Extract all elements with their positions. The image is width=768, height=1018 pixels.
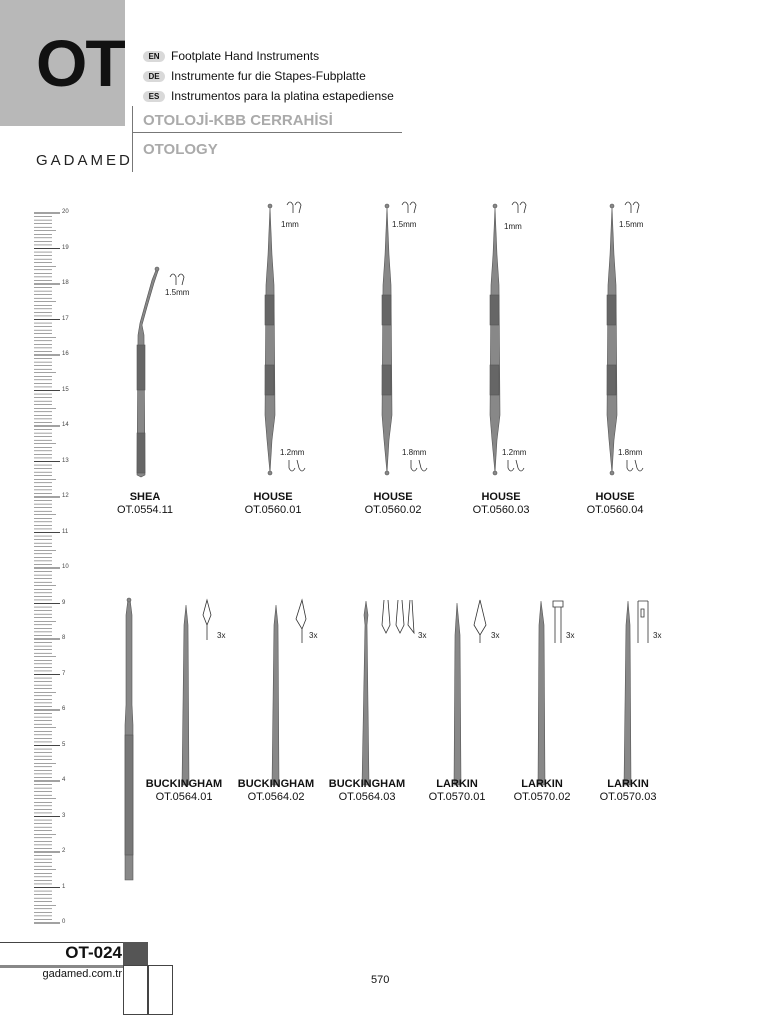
- ruler-label: 2: [62, 848, 66, 854]
- shea-instrument: [137, 267, 159, 477]
- ruler-label: 16: [62, 351, 69, 357]
- category-title-en: OTOLOGY: [143, 141, 218, 158]
- instrument-label: [456, 491, 546, 517]
- lang-tag-en: EN: [143, 51, 165, 62]
- tip-magnified-icon: [638, 601, 648, 643]
- magnification-label: 3x: [653, 631, 662, 640]
- buckingham-instrument-1: [182, 605, 189, 785]
- tip-magnified-icon: [474, 600, 486, 643]
- ruler-label: 11: [62, 528, 69, 535]
- instrument-label: [412, 778, 502, 804]
- tip-detail-icon: [512, 202, 526, 213]
- instrument-label: [139, 778, 229, 804]
- instrument-name: HOUSE: [253, 491, 293, 503]
- instrument-label: [348, 491, 438, 517]
- lang-text-es: Instrumentos para la platina estapediense: [171, 89, 394, 103]
- buckingham-instrument-2: [272, 605, 279, 785]
- ruler-label: 6: [62, 706, 66, 712]
- instrument-name: HOUSE: [373, 491, 413, 503]
- tip-detail-icon: [170, 274, 184, 285]
- lang-row-de: [143, 68, 366, 84]
- page-number: 570: [371, 974, 390, 986]
- ruler-label: 17: [62, 315, 69, 322]
- magnification-label: 3x: [217, 631, 226, 640]
- lang-text-en: Footplate Hand Instruments: [171, 49, 320, 63]
- instrument-code: OT.0554.11: [116, 504, 174, 516]
- tip-detail-icon: [402, 202, 416, 213]
- reference-instrument: [125, 598, 133, 880]
- instrument-code: OT.0560.03: [472, 504, 530, 516]
- instrument-code: OT.0570.03: [599, 791, 657, 803]
- instrument-name: LARKIN: [521, 778, 563, 790]
- size-label: 1.5mm: [619, 220, 644, 229]
- size-label: 1.8mm: [618, 448, 643, 457]
- footer-box-2: [148, 965, 173, 1015]
- size-label: 1.2mm: [280, 448, 305, 457]
- instrument-name: BUCKINGHAM: [328, 778, 406, 790]
- ruler-label: 0: [62, 919, 66, 925]
- ruler-label: 8: [62, 635, 66, 641]
- ruler-label: 19: [62, 244, 69, 251]
- magnification-label: 3x: [491, 631, 500, 640]
- instrument-label: [228, 491, 318, 517]
- footer-box-1: [123, 965, 148, 1015]
- instrument-label: [231, 778, 321, 804]
- instrument-code: OT.0570.02: [513, 791, 571, 803]
- ruler-label: 14: [62, 422, 69, 428]
- ruler-label: 9: [62, 599, 66, 606]
- tip-magnified-icon: [553, 601, 563, 643]
- magnification-label: 3x: [309, 631, 318, 640]
- lang-row-en: [143, 48, 319, 64]
- ruler-label: 10: [62, 564, 69, 570]
- instrument-code: OT.0560.04: [586, 504, 644, 516]
- size-label: 1.2mm: [502, 448, 527, 457]
- category-title-tr: OTOLOJİ-KBB CERRAHİSİ: [143, 112, 333, 129]
- instrument-label: [322, 778, 412, 804]
- lang-tag-es: ES: [143, 91, 165, 102]
- tip-detail-icon: [627, 460, 643, 471]
- tip-detail-icon: [508, 460, 524, 471]
- page-code: OT-024: [65, 943, 122, 962]
- size-label: 1.5mm: [392, 220, 417, 229]
- house-instrument-4: [607, 204, 617, 475]
- tip-magnified-icon: [382, 600, 414, 633]
- ruler-label: 4: [62, 777, 66, 783]
- instrument-name: LARKIN: [436, 778, 478, 790]
- house-instrument-1: [265, 204, 275, 475]
- size-label: 1mm: [281, 220, 299, 229]
- magnification-label: 3x: [566, 631, 575, 640]
- row1-instruments: [0, 195, 768, 485]
- section-code: OT: [36, 26, 124, 100]
- tip-magnified-icon: [203, 600, 211, 640]
- lang-text-de: Instrumente fur die Stapes-Fubplatte: [171, 69, 366, 83]
- tip-detail-icon: [625, 202, 639, 213]
- footer-dark-square: [123, 942, 148, 965]
- magnification-label: 3x: [418, 631, 427, 640]
- ruler-label: 7: [62, 670, 66, 677]
- instrument-code: OT.0564.02: [247, 791, 305, 803]
- tip-detail-icon: [287, 202, 301, 213]
- size-label: 1.8mm: [402, 448, 427, 457]
- larkin-instrument-3: [624, 601, 631, 785]
- ruler-label: 1: [62, 883, 66, 890]
- instrument-name: BUCKINGHAM: [237, 778, 315, 790]
- tip-detail-icon: [411, 460, 427, 471]
- ruler-label: 20: [62, 209, 69, 215]
- lang-tag-de: DE: [143, 71, 165, 82]
- tip-detail-icon: [289, 460, 305, 471]
- instrument-name: SHEA: [129, 491, 161, 503]
- ruler-label: 13: [62, 457, 69, 464]
- instrument-label: [583, 778, 673, 804]
- size-label: 1mm: [504, 222, 522, 231]
- instrument-name: BUCKINGHAM: [145, 778, 223, 790]
- tip-detail-icons: [170, 202, 643, 471]
- header-divider-horizontal: [132, 132, 402, 133]
- ruler-label: 15: [62, 386, 69, 393]
- ruler-label: 12: [62, 493, 69, 499]
- instrument-code: OT.0570.01: [428, 791, 486, 803]
- instrument-label: [570, 491, 660, 517]
- instrument-code: OT.0560.01: [244, 504, 302, 516]
- ruler-label: 3: [62, 812, 66, 819]
- instrument-code: OT.0564.03: [338, 791, 396, 803]
- larkin-instrument-1: [454, 603, 461, 785]
- brand-logo: GADAMED: [36, 152, 133, 169]
- instrument-name: HOUSE: [595, 491, 635, 503]
- instrument-code: OT.0564.01: [155, 791, 213, 803]
- larkin-instrument-2: [538, 601, 545, 785]
- instrument-label: [100, 491, 190, 517]
- instrument-name: LARKIN: [607, 778, 649, 790]
- ruler-label: 5: [62, 741, 66, 748]
- instrument-code: OT.0560.02: [364, 504, 422, 516]
- buckingham-instrument-3: [362, 601, 369, 785]
- instrument-label: [497, 778, 587, 804]
- tip-magnified-icon: [296, 600, 306, 643]
- website-link[interactable]: gadamed.com.tr: [42, 968, 122, 980]
- house-instrument-3: [490, 204, 500, 475]
- lang-row-es: [143, 88, 394, 104]
- size-label: 1.5mm: [165, 288, 190, 297]
- instrument-name: HOUSE: [481, 491, 521, 503]
- ruler-label: 18: [62, 280, 69, 286]
- house-instrument-2: [382, 204, 392, 475]
